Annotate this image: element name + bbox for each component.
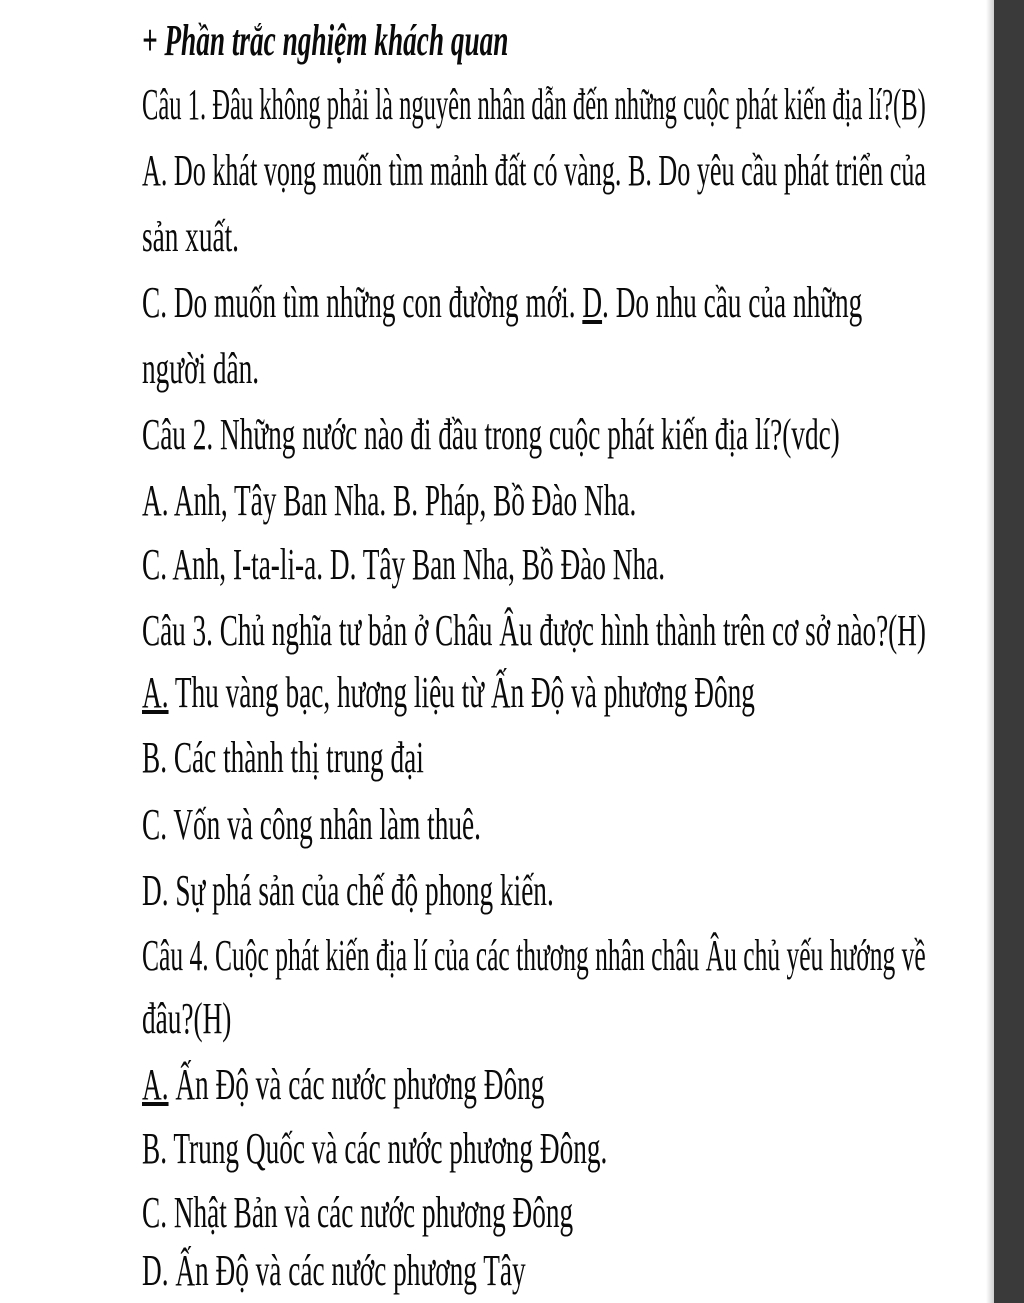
answer-marker: A. <box>142 1060 169 1109</box>
question-3-line-2 <box>142 733 424 783</box>
question-1-stem: Câu 1. Đâu không phải là nguyên nhân dẫn đến những cuộc phát kiến địa lí?(B) <box>142 80 926 129</box>
line-text: D. Sự phá sản của chế độ phong kiến. <box>142 866 554 915</box>
line-text: người dân. <box>142 344 260 393</box>
line-text: A. Anh, Tây Ban Nha. B. Pháp, Bồ Đào Nha. <box>142 476 637 525</box>
question-4-line-4 <box>142 1188 573 1238</box>
question-4-line-1 <box>142 994 231 1044</box>
question-2-line-1 <box>142 476 636 526</box>
line-text: B. Các thành thị trung đại <box>142 733 424 782</box>
question-1-line-2 <box>142 212 239 262</box>
question-1-line-1 <box>142 146 926 196</box>
answer-marker: D <box>582 278 603 327</box>
question-2-stem: Câu 2. Những nước nào đi đầu trong cuộc phát kiến địa lí?(vdc) <box>142 410 840 459</box>
question-4-line-2 <box>142 1060 544 1110</box>
question-3-line-4 <box>142 866 554 916</box>
line-text: C. Do muốn tìm những con đường mới. <box>142 278 583 327</box>
answer-marker: A. <box>142 668 169 717</box>
line-text: D. Ấn Độ và các nước phương Tây <box>142 1246 526 1295</box>
question-4-stem: Câu 4. Cuộc phát kiến địa lí của các thương nhân châu Âu chủ yếu hướng về <box>142 931 926 980</box>
line-text: sản xuất. <box>142 212 239 261</box>
question-2-line-2 <box>142 540 665 590</box>
line-text: A. Do khát vọng muốn tìm mảnh đất có vàng. B. Do yêu cầu phát triển của <box>142 146 926 195</box>
line-text: Thu vàng bạc, hương liệu từ Ấn Độ và phương Đông <box>168 668 755 717</box>
line-text: Ấn Độ và các nước phương Đông <box>168 1060 545 1109</box>
line-text: B. Trung Quốc và các nước phương Đông. <box>142 1124 608 1173</box>
question-3-stem: Câu 3. Chủ nghĩa tư bản ở Châu Âu được hình thành trên cơ sở nào?(H) <box>142 606 926 655</box>
line-text: đâu?(H) <box>142 994 232 1043</box>
question-4-line-5 <box>142 1246 526 1296</box>
line-text: C. Anh, I-ta-li-a. D. Tây Ban Nha, Bồ Đào Nha. <box>142 540 666 589</box>
question-1-line-3 <box>142 278 862 328</box>
question-3-line-1 <box>142 668 755 718</box>
question-1-line-4 <box>142 344 259 394</box>
line-text: C. Nhật Bản và các nước phương Đông <box>142 1188 574 1237</box>
section-heading: + Phần trắc nghiệm khách quan <box>142 16 509 65</box>
page-shadow <box>986 0 994 1303</box>
question-3-line-3 <box>142 800 481 850</box>
question-4-line-3 <box>142 1124 607 1174</box>
line-text: C. Vốn và công nhân làm thuê. <box>142 800 481 849</box>
viewer-scrollbar[interactable] <box>994 0 1024 1303</box>
line-text: . Do nhu cầu của những <box>602 278 863 327</box>
